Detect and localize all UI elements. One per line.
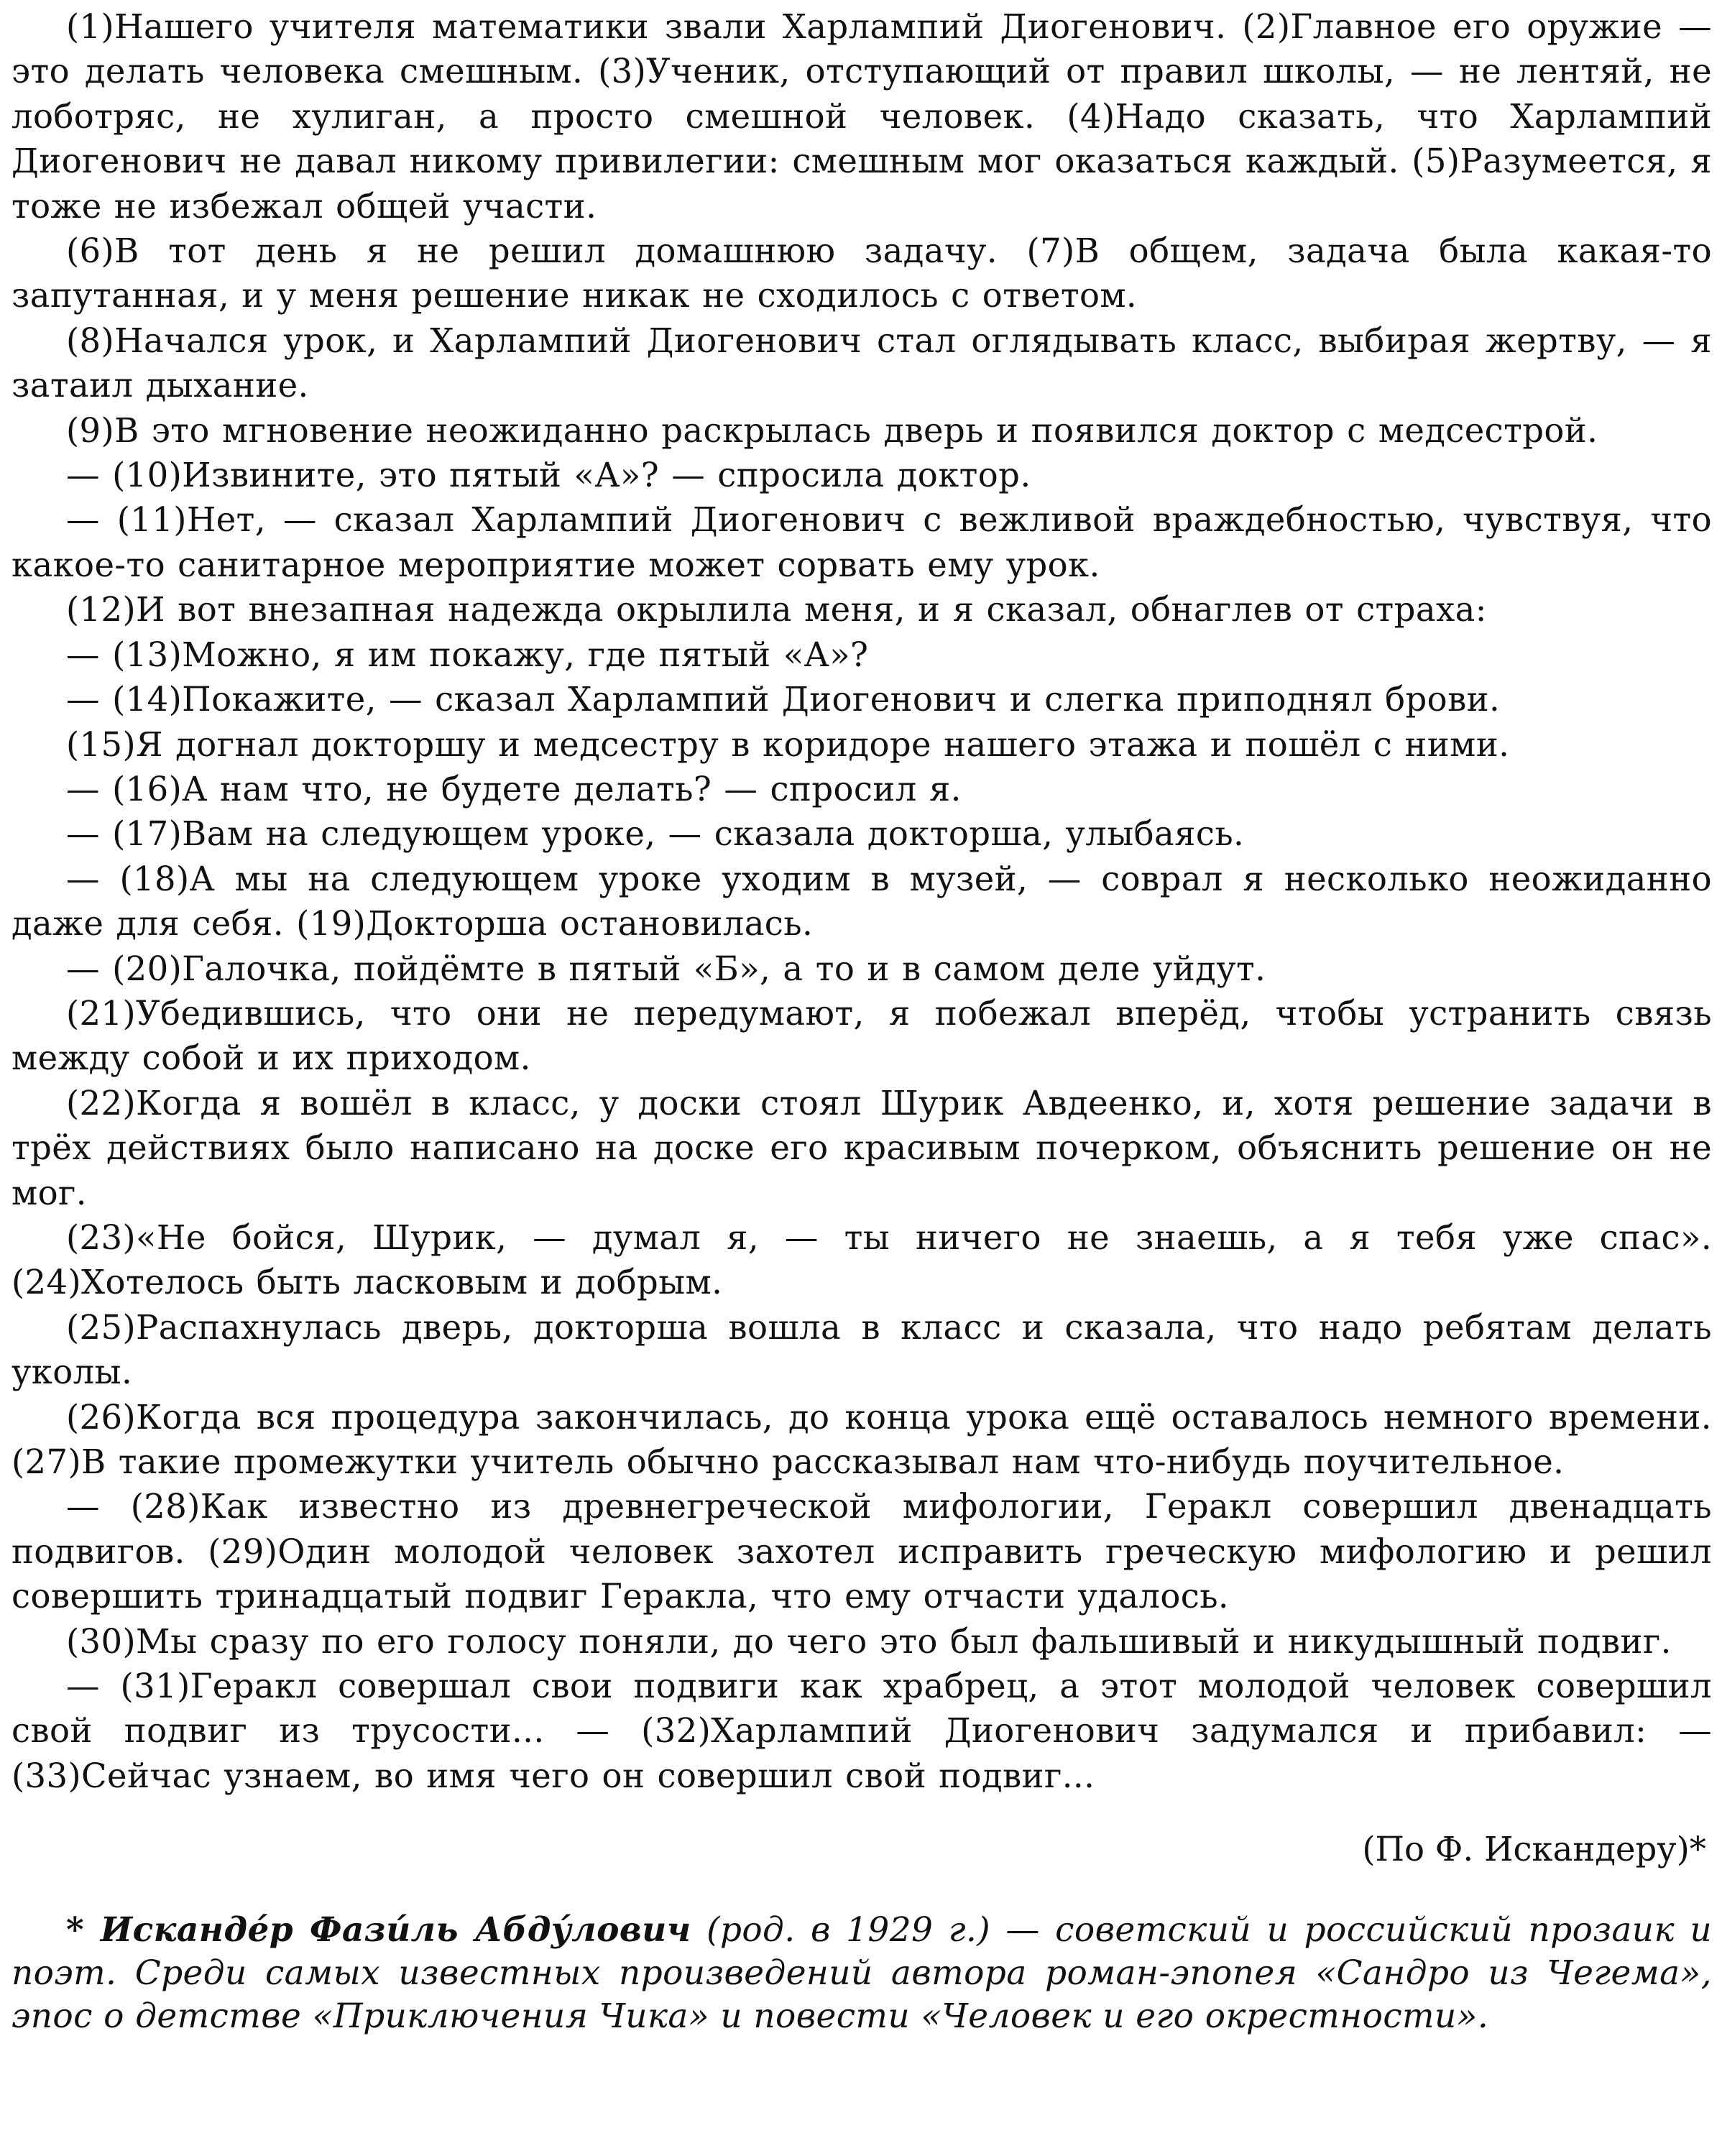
dialogue-line: — (20)Галочка, пойдёмте в пятый «Б», а то и в самом деле уйдут. [66,949,1266,988]
footnote-author-name: * Искандéр Фази́ль Абду́лович [66,1910,691,1950]
author-footnote [11,1909,1712,2038]
paragraph: (12)И вот внезапная надежда окрылила меня, и я сказал, обнаглев от страха: [66,590,1487,630]
paragraph: (15)Я догнал докторшу и медсестру в коридоре нашего этажа и пошёл с ними. [66,724,1510,764]
paragraph: (8)Начался урок, и Харлампий Диогенович стал оглядывать класс, выбирая жертву, — я затаил дыхание. [11,321,1712,405]
paragraph: (9)В это мгновение неожиданно раскрылась дверь и появился доктор с медсестрой. [66,410,1598,450]
dialogue-line: — (10)Извините, это пятый «А»? — спросила доктор. [66,456,1031,495]
dialogue-line: — (13)Можно, я им покажу, где пятый «А»? [66,635,869,674]
paragraph: (21)Убедившись, что они не передумают, я побежал вперёд, чтобы устранить связь между собой и их приходом. [11,993,1712,1078]
dialogue-line: — (31)Геракл совершал свои подвиги как храбрец, а этот молодой человек совершил свой подвиг из трусости... — (32)Харлампий Диогенович задумался и прибавил: — (33)Сейчас узнаем, во имя чего он совершил свой подвиг... [11,1667,1712,1795]
dialogue-line: — (17)Вам на следующем уроке, — сказала докторша, улыбаясь. [66,814,1245,854]
dialogue-line: — (28)Как известно из древнегреческой мифологии, Геракл совершил двенадцать подвигов. (29)Один молодой человек захотел исправить греческую мифологию и решил совершить тринадцатый подвиг Геракла, что ему отчасти удалось. [11,1487,1712,1616]
footnote-text: (род. в 1929 г.) — советский и российский прозаик и поэт. Среди самых известных произведений автора роман-эпопея «Сандро из Чегема», эпос о детстве «Приключения Чика» и повести «Человек и его окрестности». [11,1910,1712,2037]
paragraph: (25)Распахнулась дверь, докторша вошла в класс и сказала, что надо ребятам делать уколы. [11,1307,1712,1392]
paragraph: (1)Нашего учителя математики звали Харлампий Диогенович. (2)Главное его оружие — это делать человека смешным. (3)Ученик, отступающий от правил школы, — не лентяй, не лоботряс, не хулиган, а просто смешной человек. (4)Надо сказать, что Харлампий Диогенович не давал никому привилегии: смешным мог оказаться каждый. (5)Разумеется, я тоже не избежал общей участи. [11,7,1712,226]
paragraph: (30)Мы сразу по его голосу поняли, до чего это был фальшивый и никудышный подвиг. [66,1621,1672,1661]
dialogue-line: — (16)А нам что, не будете делать? — спросил я. [66,769,962,808]
paragraph: (23)«Не бойся, Шурик, — думал я, — ты ничего не знаешь, а я тебя уже спас». (24)Хотелось быть ласковым и добрым. [11,1217,1712,1302]
source-attribution: (По Ф. Искандеру)* [1362,1830,1706,1869]
story-text [11,4,1712,1798]
dialogue-line: — (18)А мы на следующем уроке уходим в музей, — соврал я несколько неожиданно даже для себя. (19)Докторша остановилась. [11,859,1712,944]
dialogue-line: — (14)Покажите, — сказал Харлампий Диогенович и слегка приподнял брови. [66,680,1501,719]
paragraph: (22)Когда я вошёл в класс, у доски стоял Шурик Авдеенко, и, хотя решение задачи в трёх действиях было написано на доске его красивым почерком, объяснить решение он не мог. [11,1083,1712,1212]
paragraph: (6)В тот день я не решил домашнюю задачу. (7)В общем, задача была какая-то запутанная, и у меня решение никак не сходилось с ответом. [11,231,1712,315]
paragraph: (26)Когда вся процедура закончилась, до конца урока ещё оставалось немного времени. (27)В такие промежутки учитель обычно рассказывал нам что-нибудь поучительное. [11,1397,1712,1481]
dialogue-line: — (11)Нет, — сказал Харлампий Диогенович с вежливой враждебностью, чувствуя, что какое-то санитарное мероприятие может сорвать ему урок. [11,500,1712,584]
